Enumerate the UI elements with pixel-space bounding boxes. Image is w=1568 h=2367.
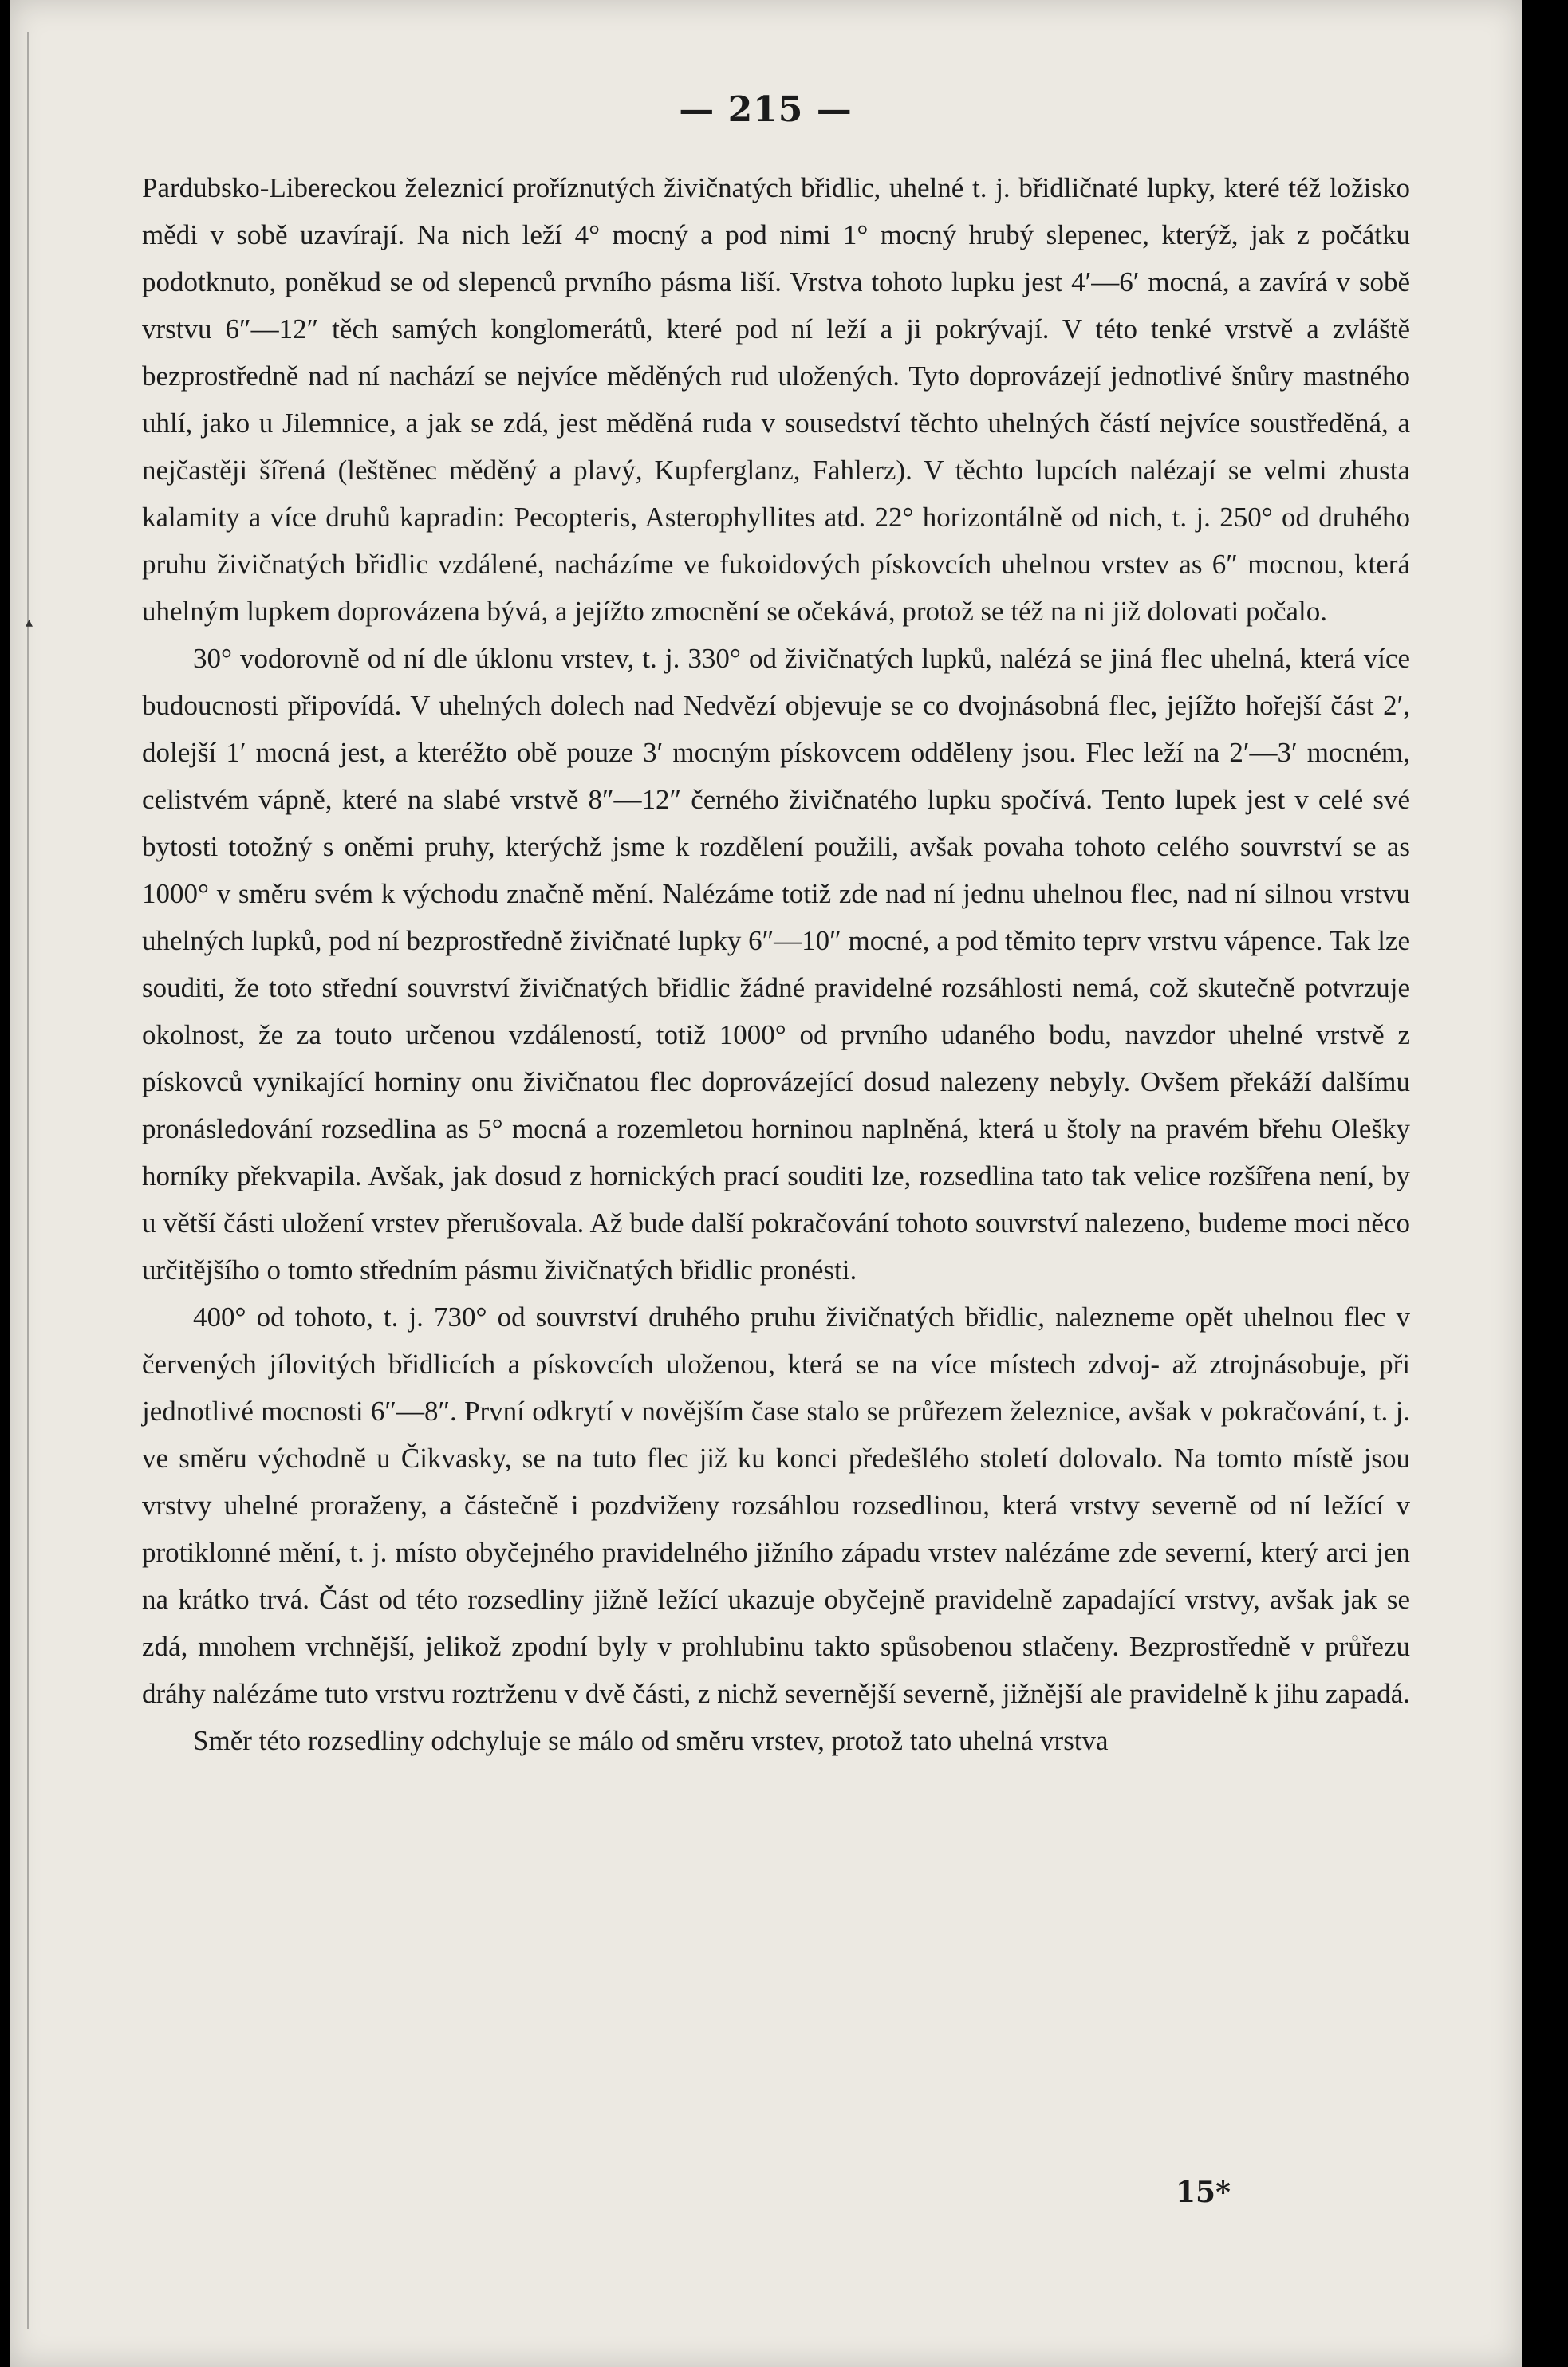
body-text [142, 164, 1410, 1764]
paragraph-4: Směr této rozsedliny odchyluje se málo od směru vrstev, protož tato uhelná vrstva [193, 1725, 1109, 1756]
paragraph-3: 400° od tohoto, t. j. 730° od souvrství druhého pruhu živičnatých břidlic, nalezneme opět uhelnou flec v červených jílovitých břidlicích a pískovcích uloženou, která se na více místech zdvoj- až ztrojnásobuje, při jednotlivé mocnosti 6″—8″. První odkrytí v novějším čase stalo se průřezem železnice, avšak v pokračování, t. j. ve směru východně u Čikvasky, se na tuto flec již ku konci předešlého století dolovalo. Na tomto místě jsou vrstvy uhelné proraženy, a částečně i pozdviženy rozsáhlou rozsedlinou, která vrstvy severně od ní ležící v protiklonné mění, t. j. místo obyčejného pravidelného jižního západu vrstev nalézáme zde severní, který arci jen na krátko trvá. Část od této rozsedliny jižně ležící ukazuje obyčejně pravidelně zapadající vrstvy, avšak jak se zdá, mnohem vrchnější, jelikož zpodní byly v prohlubinu takto spůsobenou stlačeny. Bezprostředně v průřezu dráhy nalézáme tuto vrstvu roztrženu v dvě části, z nichž severnější severně, jižnější ale pravidelně k jihu zapadá. [142, 1302, 1410, 1709]
printer-signature: 15* [1176, 2176, 1231, 2209]
margin-mark: ▴ [26, 614, 33, 631]
page-edge-line [27, 32, 29, 2329]
page-number: — 215 — [679, 89, 853, 130]
scanned-page [10, 0, 1522, 2367]
paragraph-1: Pardubsko-Libereckou železnicí proříznutých živičnatých břidlic, uhelné t. j. břidličnaté lupky, které též ložisko mědi v sobě uzavírají. Na nich leží 4° mocný a pod nimi 1° mocný hrubý slepenec, kterýž, jak z počátku podotknuto, poněkud se od slepenců prvního pásma liší. Vrstva tohoto lupku jest 4′—6′ mocná, a zavírá v sobě vrstvu 6″—12″ těch samých konglomerátů, které pod ní leží a ji pokrývají. V této tenké vrstvě a zvláště bezprostředně nad ní nachází se nejvíce měděných rud uložených. Tyto doprovázejí jednotlivé šnůry mastného uhlí, jako u Jilemnice, a jak se zdá, jest měděná ruda v sousedství těchto uhelných částí nejvíce soustředěná, a nejčastěji šířená (leštěnec měděný a plavý, Kupferglanz, Fahlerz). V těchto lupcích nalézají se velmi zhusta kalamity a více druhů kapradin: Pecopteris, Asterophyllites atd. 22° horizontálně od nich, t. j. 250° od druhého pruhu živičnatých břidlic vzdálené, nacházíme ve fukoidových pískovcích uhelnou vrstev as 6″ mocnou, která uhelným lupkem doprovázena bývá, a jejížto zmocnění se očekává, protož se též na ni již dolovati počalo. [142, 172, 1410, 627]
paragraph-2: 30° vodorovně od ní dle úklonu vrstev, t. j. 330° od živičnatých lupků, nalézá se jiná flec uhelná, která více budoucnosti připovídá. V uhelných dolech nad Nedvězí objevuje se co dvojnásobná flec, jejížto hořejší část 2′, dolejší 1′ mocná jest, a kteréžto obě pouze 3′ mocným pískovcem odděleny jsou. Flec leží na 2′—3′ mocném, celistvém vápně, které na slabé vrstvě 8″—12″ černého živičnatého lupku spočívá. Tento lupek jest v celé své bytosti totožný s oněmi pruhy, kterýchž jsme k rozdělení použili, avšak povaha tohoto celého souvrství se as 1000° v směru svém k východu značně mění. Nalézáme totiž zde nad ní jednu uhelnou flec, nad ní silnou vrstvu uhelných lupků, pod ní bezprostředně živičnaté lupky 6″—10″ mocné, a pod těmito teprv vrstvu vápence. Tak lze souditi, že toto střední souvrství živičnatých břidlic žádné pravidelné rozsáhlosti nemá, což skutečně potvrzuje okolnost, že za touto určenou vzdáleností, totiž 1000° od prvního udaného bodu, navzdor uhelné vrstvě z pískovců vynikající horniny onu živičnatou flec doprovázející dosud nalezeny nebyly. Ovšem překáží dalšímu pronásledování rozsedlina as 5° mocná a rozemletou horninou naplněná, která u štoly na pravém břehu Olešky horníky překvapila. Avšak, jak dosud z hornických prací souditi lze, rozsedlina tato tak velice rozšířena není, by u větší části uložení vrstev přerušovala. Až bude další pokračování tohoto souvrství nalezeno, budeme moci něco určitějšího o tomto středním pásmu živičnatých břidlic pronésti. [142, 643, 1410, 1286]
